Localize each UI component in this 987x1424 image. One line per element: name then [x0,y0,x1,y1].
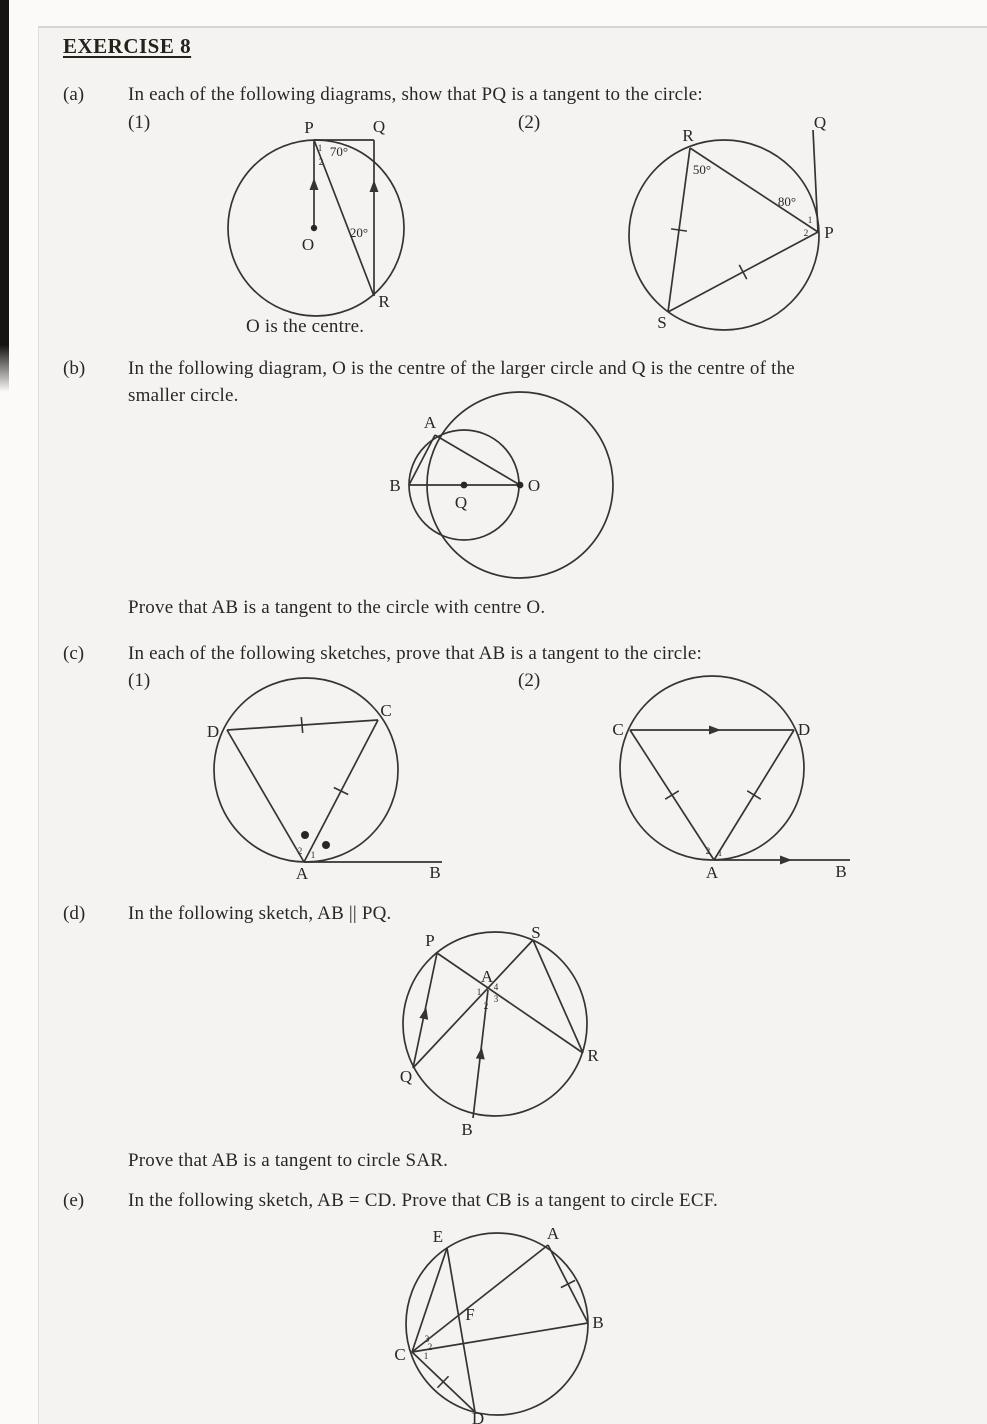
point-label-P: P [824,223,834,242]
section-a-sub1: (1) [128,112,151,133]
parallel-arrow-icon [310,178,319,190]
point-label-O: O [527,476,541,495]
point-label-E: E [432,1227,444,1246]
angle-2-mark: 2 [427,1342,433,1352]
angle-2-mark: 2 [483,1001,489,1011]
angle-80-label: 80° [777,194,797,209]
equal-tick [561,1280,575,1287]
angle-1-mark: 1 [717,848,723,858]
chord-CB [412,1323,588,1352]
diagram-c1 [180,674,480,900]
segment-AO [435,435,520,485]
point-label-Q: Q [454,493,468,512]
angle-dot [301,831,309,839]
page-top-edge [38,26,987,28]
chord-ED [447,1248,475,1412]
segment-QP [813,130,818,232]
diagram-e [390,1224,660,1424]
parallel-arrow-icon [476,1046,486,1059]
point-label-D: D [797,720,811,739]
parallel-arrow-icon [780,856,792,865]
point-label-F: F [465,1305,475,1324]
point-label-C: C [612,720,624,739]
equal-tick [334,787,348,794]
equal-tick [665,791,679,799]
point-label-C: C [380,701,392,720]
point-label-R: R [587,1046,599,1065]
point-label-D: D [471,1409,485,1424]
point-label-A: A [546,1224,560,1243]
section-e-label: (e) [63,1190,85,1211]
parallel-arrow-icon [709,726,721,735]
parallel-arrow-icon [370,180,379,192]
point-label-R: R [682,126,694,145]
angle-3-mark: 3 [493,994,499,1004]
angle-4-mark: 4 [493,982,499,992]
equal-tick [301,717,302,733]
angle-20-label: 20° [349,225,369,240]
diagram-b [345,390,685,590]
exercise-title: EXERCISE 8 [63,34,192,58]
section-d-text: In the following sketch, AB || PQ. [128,903,392,924]
centre-O-dot [517,482,524,489]
scan-black-strip [0,0,9,392]
angle-dot [322,841,330,849]
point-label-C: C [394,1345,406,1364]
angle-50-label: 50° [692,162,712,177]
point-label-R: R [378,292,390,311]
point-label-P: P [304,118,314,137]
point-label-Q: Q [372,117,386,136]
diagram-a1-caption: O is the centre. [246,316,365,337]
angle-1-mark: 1 [317,143,323,153]
angle-2-mark: 2 [705,846,711,856]
circle-outline [629,140,819,330]
section-a-sub2: (2) [518,112,541,133]
section-d-prove: Prove that AB is a tangent to circle SAR. [128,1150,449,1171]
point-label-B: B [461,1120,473,1139]
angle-2-mark: 2 [803,228,809,238]
section-a-text: In each of the following diagrams, show that PQ is a tangent to the circle: [128,84,703,105]
angle-1-mark: 1 [807,215,813,225]
section-e-text: In the following sketch, AB = CD. Prove that CB is a tangent to circle ECF. [128,1190,718,1211]
circle-outline [403,932,587,1116]
section-b-line2: smaller circle. [128,385,239,406]
point-label-A: A [480,967,494,986]
diagram-d [378,923,643,1146]
section-a-label: (a) [63,84,85,105]
angle-1-mark: 1 [476,987,482,997]
point-label-B: B [389,476,401,495]
equal-tick [671,229,687,231]
equal-tick [747,791,761,799]
diagram-a2 [610,113,940,338]
equal-tick [739,265,747,279]
diagram-c2 [590,674,900,900]
chord-RP [690,148,818,232]
angle-2-mark: 2 [297,846,303,856]
point-label-P: P [425,931,435,950]
angle-1-mark: 1 [310,850,316,860]
section-b-line1: In the following diagram, O is the centre of the larger circle and Q is the centre of the [128,358,795,379]
circle-outline [620,676,804,860]
section-b-prove: Prove that AB is a tangent to the circle with centre O. [128,597,546,618]
point-label-S: S [657,313,667,332]
centre-O-dot [311,225,317,231]
section-c-sub2: (2) [518,670,541,691]
point-label-A: A [705,863,719,882]
chord-SQ [413,940,533,1068]
point-label-O: O [301,235,315,254]
circle-outline [406,1233,588,1415]
section-c-text: In each of the following sketches, prove that AB is a tangent to the circle: [128,643,702,664]
point-label-B: B [835,862,847,881]
section-b-label: (b) [63,358,86,379]
point-label-B: B [429,863,441,882]
section-c-label: (c) [63,643,85,664]
point-label-Q: Q [813,113,827,132]
point-label-A: A [295,864,309,883]
chord-DA [227,730,304,862]
angle-2-mark: 2 [318,157,324,167]
diagram-a1 [212,116,482,326]
angle-70-label: 70° [329,144,349,159]
point-label-Q: Q [399,1067,413,1086]
centre-Q-dot [461,482,468,489]
point-label-D: D [206,722,220,741]
angle-1-mark: 1 [423,1351,429,1361]
section-d-label: (d) [63,903,86,924]
point-label-B: B [592,1313,604,1332]
point-label-A: A [423,413,437,432]
angle-3-mark: 3 [424,1334,430,1344]
point-label-S: S [531,923,541,942]
section-c-sub1: (1) [128,670,151,691]
